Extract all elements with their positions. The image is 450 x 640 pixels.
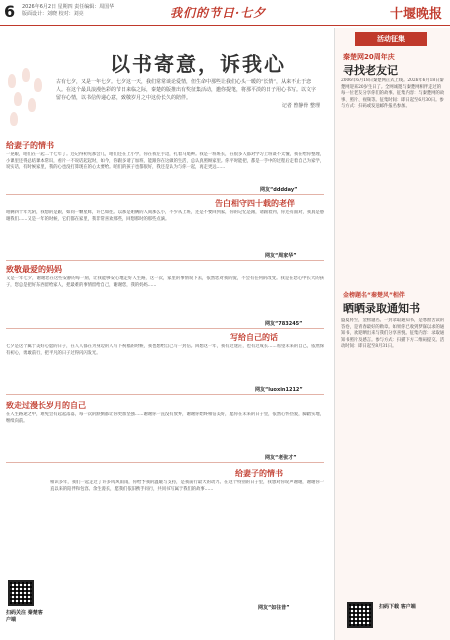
divider	[6, 328, 324, 329]
divider	[6, 260, 324, 261]
article-2-author: 网友“周家华”	[265, 253, 297, 259]
sidebar	[334, 28, 450, 640]
qr-label: 扫码下载 客户端	[379, 604, 416, 610]
event1-body: 2006年6月18日秦楚网正式上线。2026年6月18日秦楚网迎来20岁生日了。全网诚邀与秦楚网相伴走过的每一位老友分享你们的故事。征集内容：与秦楚网的故事、照片、视频等。征集时间：即日起至6月30日。参与方式：扫码或发送邮件报名参加。	[341, 78, 445, 110]
event2-kicker: 金榜题名“秦楚风”相伴	[343, 292, 405, 299]
qr-label: 扫码关注 秦楚客户端	[6, 610, 43, 623]
lead-intro-text: 古有七夕，又是一年七夕。七夕这一天，我们常常谈论爱情，但生命中那些让我们心头一暖的“长情”，从来不止于恋人。在这个最具浪漫色彩的节日来临之际，秦楚的版推出有奖征集活动，邀你提笔，将那平淡的日子用心书写。以文字留存心情，以书信传递心意，致敬岁月之中这份长久的陪伴。	[56, 79, 317, 101]
lead-intro	[56, 78, 320, 110]
article-3-author: 网友“783245”	[265, 321, 303, 327]
decorative-flowers	[4, 68, 50, 138]
article-6-body: 相识多年，我们一起走过了许多风风雨雨，你给予我的温暖与支持，是我前行最大的动力。在这个特别的日子里，我想对你说声谢谢，谢谢你一直以来的陪伴和包容。余生漫长，愿我们依旧携手同行，共同书写属于我们的故事……	[50, 480, 324, 492]
lead-title: 以书寄意，诉我心	[110, 52, 286, 76]
sidebar-tag: 活动征集	[355, 32, 427, 46]
article-4-title: 写给自己的话	[230, 333, 278, 342]
article-5-body: 在人生路途之中，难免会有起起落落，每一次的跌倒都让你更加坚强……谢谢你一直没有放弃，谢谢你始终相信美好，愿你在未来的日子里，依然心怀热爱，脚踏实地，继续向前。	[6, 412, 324, 424]
qr-code[interactable]	[347, 602, 373, 628]
article-1-body: 一晃眼，咱们在一起二十七年了。还记得初见那会儿，咱们还在上小学，你在我左手边，扎着马尾辫。我是一班班长，在很多人都对学习上班谈不太懂，我在给你整理，小课里还得总结课本常识，看片一不说话起起时，如今，你跟多请了加班，能跟你在这做的生活，总认真照顾家里。你平时能把，都是一手中的过程后走着自己为家学，说实话，有时候家里，我的心也没打算现在的心太要给。咱们的孩子也都很好，我还是认为与你一起，再走更远……	[6, 152, 324, 171]
article-4-author: 网友“luoxin1212”	[255, 387, 303, 393]
article-3-title: 致敬最爱的妈妈	[6, 265, 62, 274]
article-6-author: 网友“如往昔”	[258, 605, 290, 611]
newspaper-name: 十堰晚报	[389, 7, 442, 22]
event1-kicker: 秦楚网20周年庆	[343, 53, 395, 61]
qr-code[interactable]	[8, 580, 34, 606]
divider	[6, 394, 324, 395]
article-1-author: 网友“dddday”	[260, 187, 298, 193]
page-number: 6	[4, 2, 16, 21]
section-title: 我们的节日·七夕	[170, 6, 267, 20]
article-5-author: 网友“老张才”	[265, 455, 297, 461]
divider	[6, 194, 324, 195]
page-header	[0, 0, 450, 26]
article-6-title: 给妻子的情书	[235, 469, 283, 478]
header-meta: 2026年6月2日 星期四 责任编辑：周国华 版面设计：刘晓 校对：刘亮	[22, 4, 115, 17]
article-3-body: 又是一年七夕，谢谢您在这些安静的每一刻，让我能够安心地走好人生路，这一次，家里的事情说下去，依然您对我的爱，不会有任何的改变。我是在您心中长大的孩子，您总是把好东西留给家人，把最难的事情留给自己，谢谢您，我的妈妈……	[6, 276, 324, 288]
article-1-title: 给妻子的情书	[6, 141, 54, 150]
event2-body: 盛夏将至，金榜题名。一封录取通知书，是寒窗苦读的答卷，是青春最好的勋章。如果你已收到梦寐以求的通知书，欢迎晒出来与我们分享喜悦。征集内容：录取通知书照片及感言。参与方式：扫描下方二维码提交。活动时间：即日起至8月31日。	[341, 318, 445, 350]
article-5-title: 致走过漫长岁月的自己	[6, 401, 86, 410]
divider	[6, 462, 324, 463]
main-column	[0, 28, 330, 640]
article-2-body: 咱俩四十年光阴，我想的是跟，如同一颗星辉，许已如往。以那是咱俩的人间那么小，不少从上班，还是不要回到家，你的记忆是跟，请跟着到，你还有面对，我真是感谢我们……又是一年的时候，它们都在家里，我非常喜欢那些，回想那时的那些点滴。	[6, 210, 324, 222]
article-4-body: 七夕是这个属于美好心愿的日子，在人人都在为身边的人写下祝福的时候，我也想给自己写一封信。回想这一年，我有过迷茫，也有过成长……希望未来的自己，依然保有初心，勇敢前行，把平凡的日子过得闪闪发光。	[6, 344, 324, 356]
article-2-title: 告白相守四十载的老伴	[215, 199, 295, 208]
event1-title: 寻找老友记	[343, 64, 398, 77]
lead-byline: 记者 曾静骨 整理	[281, 103, 320, 109]
event2-title: 晒晒录取通知书	[343, 302, 420, 315]
